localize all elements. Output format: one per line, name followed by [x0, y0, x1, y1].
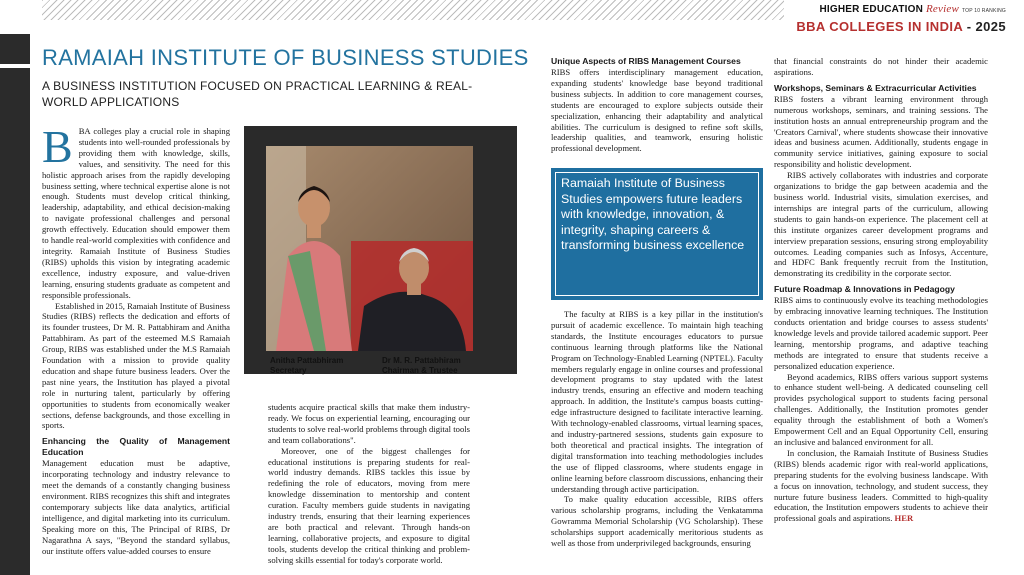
section-heading: Unique Aspects of RIBS Management Courses — [551, 56, 741, 66]
paragraph: Established in 2015, Ramaiah Institute of Business Studies (RIBS) reflects the dedication and efforts of its founder trustees, Dr M. R. Pattabhiram and Anitha Pattabhiram. As part of the esteemed M.S Ramaiah Group, RIBS was established under the M.S Ramaiah Foundation with a mission to provide quality education and shape future business leaders. Over the past nine years, the Institution has played a pivotal role in nurturing talent, particularly by offering opportunities to students from economically weaker sections, defense backgrounds, and those excelling in sports. — [42, 300, 230, 431]
publication-review: Review — [926, 3, 959, 15]
caption-name: Anitha Pattabhiram — [270, 356, 344, 365]
paragraph: RIBS aims to continuously evolve its teaching methodologies by embracing innovative learning techniques. The Institution conducts orientation and bridge courses to assess students' knowledge levels and provide tailored academic support. Peer learning, mentorship programs, and adaptive teaching methods are integrated to ensure that students receive a personalized education experience. — [774, 295, 988, 371]
founders-photo — [266, 146, 473, 351]
article-column-2 — [268, 402, 470, 575]
pull-quote-text: Ramaiah Institute of Business Studies empowers future leaders with knowledge, innovation, & integrity, shaping careers & transforming business excellence — [561, 176, 745, 253]
section-year: 2025 — [975, 19, 1006, 34]
paragraph: RIBS offers interdisciplinary management education, expanding students' knowledge base beyond traditional business subjects. In addition to core management courses, students are encouraged to explore subjects outside their specialization, enhancing their adaptability and analytical abilities. The curriculum is designed to refine soft skills, leadership qualities, and teamwork, ensuring holistic professional development. — [551, 67, 763, 154]
paragraph: RIBS fosters a vibrant learning environment through numerous workshops, seminars, and training sessions. The institution hosts an annual entrepreneurship program and the 'Creators Carnival', where students showcase their innovative ideas and business acumen. Additionally, students engage in community service initiatives, gaining exposure to social responsibility and holistic development. — [774, 93, 988, 170]
side-tab-bar — [0, 34, 30, 575]
section-name: BBA COLLEGES IN INDIA — [796, 19, 963, 34]
drop-cap: B — [42, 126, 73, 172]
paragraph: To make quality education accessible, RIBS offers various scholarship programs, including the Venkatamma Gowramma Memorial Scholarship (VG Scholarship). These scholarships support academically meritorious students as well as those from underprivileged backgrounds, ensuring — [551, 494, 763, 549]
caption-person-2 — [382, 356, 461, 376]
section-separator: - — [966, 19, 972, 34]
paragraph: RIBS actively collaborates with industries and corporate organizations to bridge the gap between academia and the business world. Industrial visits, simulation exercises, and internships are integral parts of the curriculum, allowing students to gain hands-on experience. The placement cell at this institute organizes career development programs and interview preparation sessions, ensuring strong employability outcomes. Leading companies such as Infosys, Accenture, and HDFC Bank frequently recruit from the Institution, demonstrating its credibility in the corporate sector. — [774, 170, 988, 279]
publication-tag: TOP 10 RANKING — [961, 8, 1006, 14]
caption-role: Chairman & Trustee — [382, 366, 458, 375]
signoff-mark: HER — [894, 513, 914, 524]
masthead — [766, 3, 1006, 34]
article-column-1 — [42, 126, 230, 575]
section-heading: Future Roadmap & Innovations in Pedagogy — [774, 284, 955, 295]
intro-text: BA colleges play a crucial role in shaping students into well-rounded professionals by providing them with knowledge, skills, values, and sensitivity. The need for this holistic approach arises from the rapidly developing business setting, where technical expertise alone is not enough. Students must develop critical thinking, leadership, adaptability, and ethical decision-making to navigate professional challenges and personal growth effectively. Education should empower them to handle real-world complexities with confidence and integrity. Ramaiah Institute of Business Studies (RIBS) upholds this vision by integrating academic excellence, industry exposure, and value-driven learning, ensuring students graduate as competent and responsible professionals. — [42, 126, 230, 300]
paragraph: Beyond academics, RIBS offers various support systems to enhance student well-being. A dedicated counseling cell provides psychological support to students facing personal challenges. Additionally, the Institution promotes gender equality through the establishment of both a Women's Empowerment Cell and an Equal Opportunity Cell, ensuring an inclusive and balanced environment for all. — [774, 371, 988, 447]
article-title: RAMAIAH INSTITUTE OF BUSINESS STUDIES — [42, 45, 529, 70]
article-column-3-bottom — [551, 309, 763, 575]
section-title — [766, 19, 1006, 34]
article-column-4 — [774, 56, 988, 575]
paragraph: that financial constraints do not hinder their academic aspirations. — [774, 56, 988, 77]
article-column-3-top — [551, 56, 763, 168]
closing-text: In conclusion, the Ramaiah Institute of Business Studies (RIBS) blends academic rigor with real-world applications, preparing students for the evolving business landscape. With a focus on innovation, technology, and student success, they nurture future business leaders. Committed to high-quality education, the Institution empowers students to achieve their professional goals and aspirations. — [774, 447, 988, 524]
paragraph: Moreover, one of the biggest challenges for educational institutions is preparing students for real-world industry demands. RIBS tackles this issue by redefining the role of educators, moving from mere knowledge dissemination to mentorship and content curation. Faculty members guide students in navigating industry trends, ensuring that their learning experiences are both practical and relevant. Through hands-on learning, collaborative projects, and exposure to digital tools, students develop the critical thinking and problem-solving skills essential for today's corporate world. — [268, 445, 470, 565]
section-heading: Workshops, Seminars & Extracurricular Activities — [774, 82, 977, 93]
caption-person-1 — [270, 356, 343, 376]
publication-prefix: HIGHER EDUCATION — [819, 4, 924, 15]
caption-role: Secretary — [270, 366, 307, 375]
paragraph: The faculty at RIBS is a key pillar in the institution's pursuit of academic excellence. To maintain high teaching standards, the Institute encourages educators to pursue continuous learning through platforms like the National Program on Technology-Enabled Learning (NPTEL). Faculty members regularly engage in online courses and professional development programs to stay updated with the latest industry trends, ensuring an effective and modern teaching approach. In addition, the Institute's campus boasts cutting-edge infrastructure designed to facilitate interactive learning. With technology-enabled classrooms, virtual learning spaces, and industry-partnered sessions, students gain exposure to both theoretical and practical insights. The integration of digital transformation into teaching methodologies includes the use of flipped classrooms, where students engage in online learning before classroom discussions, enhancing their understanding through active participation. — [551, 309, 763, 494]
intro-paragraph — [42, 126, 230, 301]
closing-paragraph — [774, 448, 988, 524]
caption-name: Dr M. R. Pattabhiram — [382, 356, 461, 365]
paragraph: Management education must be adaptive, incorporating technology and industry relevance to meet the demands of a constantly changing business environment. RIBS recognizes this shift and integrates contemporary subjects like data analytics, artificial intelligence, and digital marketing into its curriculum. Speaking more on this, The Principal of RIBS, Dr Nagarathna A says, "Beyond the standard syllabus, our institute offers value-added courses to ensure — [42, 458, 230, 556]
article-subtitle: A BUSINESS INSTITUTION FOCUSED ON PRACTICAL LEARNING & REAL-WORLD APPLICATIONS — [42, 79, 473, 109]
paragraph: students acquire practical skills that make them industry-ready. We focus on experiential learning, encouraging our students to solve real-world problems through digital tools and team collaborations". — [268, 402, 470, 445]
publication-name — [766, 3, 1006, 15]
founders-photo-illustration — [266, 146, 473, 351]
section-heading: Enhancing the Quality of Management Education — [42, 436, 230, 458]
pull-quote-box — [551, 168, 763, 300]
header-hatch-band — [42, 0, 784, 20]
